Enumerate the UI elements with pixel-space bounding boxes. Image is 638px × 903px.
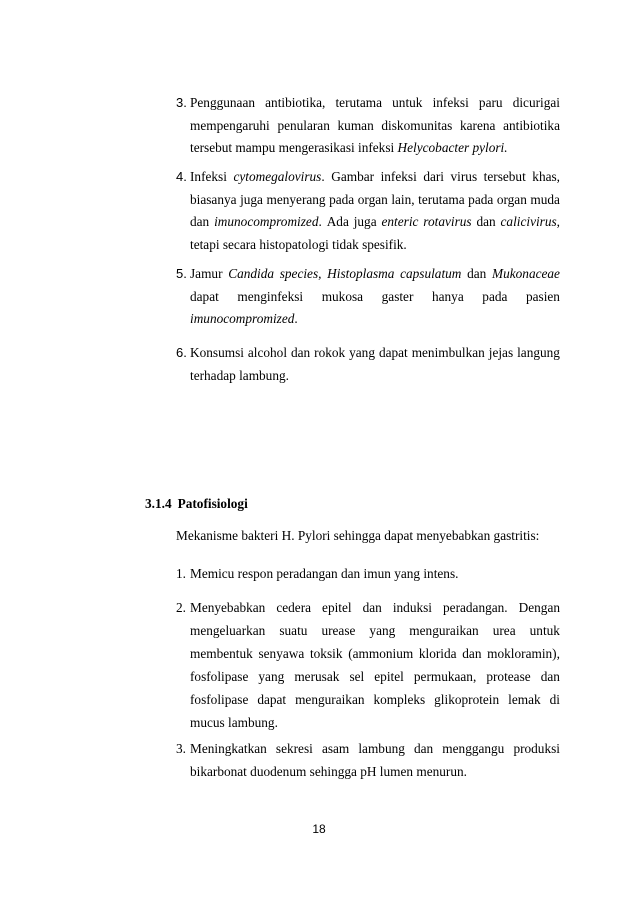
text-line: tersebut mampu mengerasikasi infeksi Helycobacter pylori. <box>190 140 508 155</box>
text-line: Konsumsi alcohol dan rokok yang dapat menimbulkan jejas langung <box>190 345 560 360</box>
list-item <box>176 166 560 256</box>
page-number: 18 <box>312 822 326 836</box>
text-line: mempengaruhi penularan kuman diskomunitas karena antibiotika <box>190 117 560 133</box>
text-line: mengeluarkan suatu urease yang menguraikan urea untuk <box>190 623 560 638</box>
list-number: 4. <box>176 169 187 184</box>
text-line: membentuk senyawa toksik (ammonium klorida dan mokloramin), <box>190 646 560 661</box>
text-line: tetapi secara histopatologi tidak spesifik. <box>190 236 407 252</box>
list-item <box>176 92 560 160</box>
list-number: 3. <box>176 741 186 756</box>
text-line: dapat menginfeksi mukosa gaster hanya pada pasien <box>190 288 560 304</box>
text-line: Infeksi cytomegalovirus. Gambar infeksi dari virus tersebut khas, <box>190 169 560 184</box>
list-number: 1. <box>176 566 186 581</box>
text-line: mucus lambung. <box>190 715 278 730</box>
text-line: dan imunocompromized. Ada juga enteric rotavirus dan calicivirus, <box>190 214 560 229</box>
text-line: Menyebabkan cedera epitel dan induksi peradangan. Dengan <box>190 600 560 615</box>
list-item <box>176 562 560 585</box>
text-line: fosfolipase dapat menguraikan kompleks glikoprotein lemak di <box>190 692 560 707</box>
list-number: 3. <box>176 95 187 110</box>
section-title: Patofisiologi <box>177 496 248 511</box>
list-item <box>176 263 560 331</box>
list-number: 2. <box>176 600 186 615</box>
text-line: fosfolipase yang merusak sel epitel permukaan, protease dan <box>190 669 560 684</box>
list-item <box>176 737 560 783</box>
text-line: Memicu respon peradangan dan imun yang intens. <box>190 566 459 581</box>
text-line: Jamur Candida species, Histoplasma capsulatum dan Mukonaceae <box>190 266 560 281</box>
list-item <box>176 596 560 734</box>
section-intro: Mekanisme bakteri H. Pylori sehingga dapat menyebabkan gastritis: <box>176 528 540 543</box>
text-line: terhadap lambung. <box>190 367 289 383</box>
list-number: 6. <box>176 345 187 360</box>
list-item <box>176 342 560 387</box>
text-line: Meningkatkan sekresi asam lambung dan menggangu produksi <box>190 741 560 756</box>
text-line: Penggunaan antibiotika, terutama untuk infeksi paru dicurigai <box>190 95 560 110</box>
text-line: imunocompromized. <box>190 311 298 326</box>
text-line: bikarbonat duodenum sehingga pH lumen menurun. <box>190 764 467 779</box>
section-heading <box>145 496 248 512</box>
list-number: 5. <box>176 266 187 281</box>
text-line: biasanya juga menyerang pada organ lain, terutama pada organ muda <box>190 191 560 207</box>
section-number: 3.1.4 <box>145 496 172 511</box>
